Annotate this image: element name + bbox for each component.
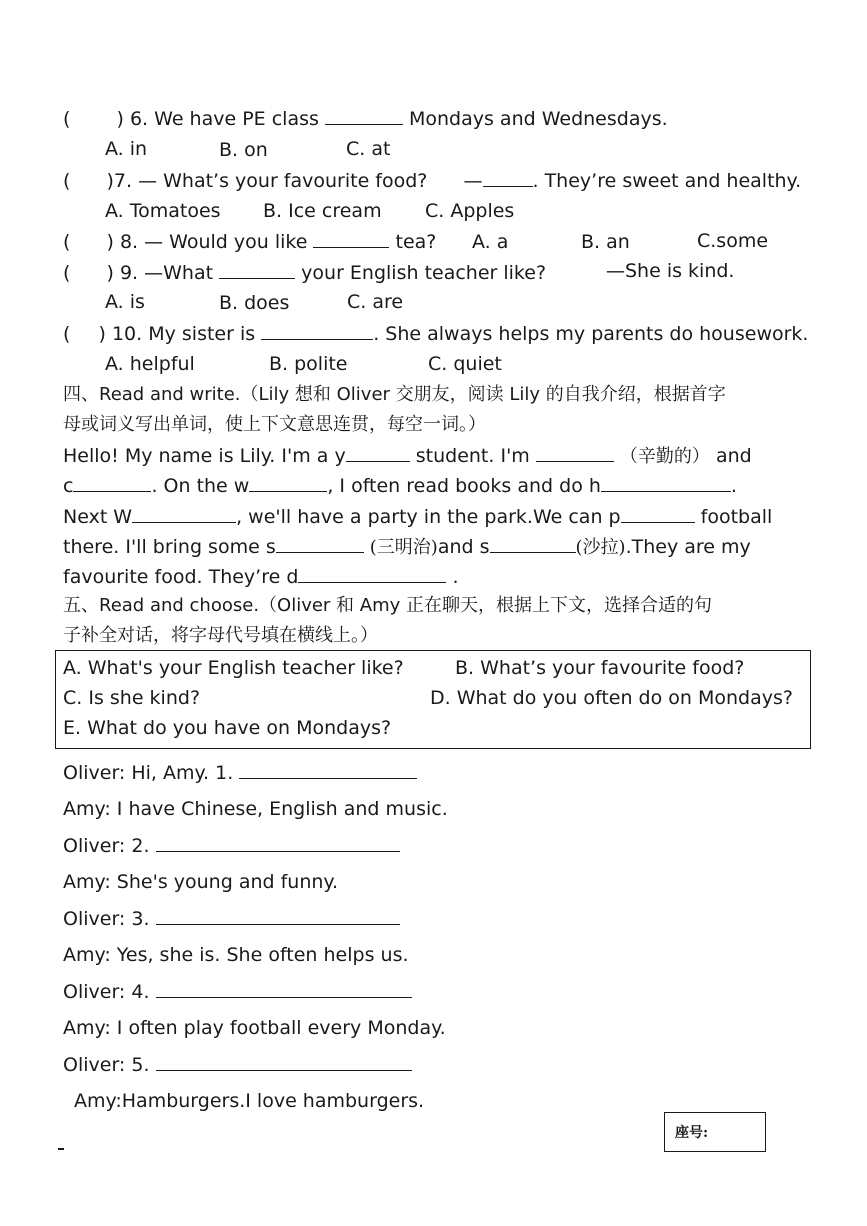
passage-text: student. I'm: [415, 445, 530, 467]
blank-sandwiches[interactable]: [276, 534, 364, 553]
q10-question: ) 10. My sister is: [98, 323, 256, 345]
dialogue-line-7: [63, 979, 412, 1004]
blank-w[interactable]: [249, 473, 327, 492]
q9-option-b: B. does: [219, 292, 290, 314]
q10-option-c: C. quiet: [428, 353, 502, 375]
q6-text-b: Mondays and Wednesdays.: [408, 108, 668, 130]
blank-p[interactable]: [621, 504, 695, 523]
dialogue-text: Oliver: Hi, Amy. 1.: [63, 762, 234, 784]
q8-question: ) 8. — Would you like: [106, 231, 308, 253]
hint-salad: (沙拉): [575, 537, 626, 558]
passage-text: . On the w: [151, 475, 250, 497]
q6-text-a: We have PE class: [154, 108, 319, 130]
q7-line: [63, 168, 801, 193]
q6-answer-slot[interactable]: [76, 107, 110, 125]
q9-answer-slot[interactable]: [76, 261, 100, 279]
passage-line-5: [63, 564, 459, 589]
section4-heading: 四、Read and write.（Lily 想和 Oliver 交朋友，阅读 Lily 的自我介绍，根据首字: [63, 384, 726, 405]
blank-salad[interactable]: [490, 534, 576, 553]
passage-text: , we'll have a party in the park.We can p: [236, 506, 621, 528]
choice-d: D. What do you often do on Mondays?: [430, 687, 793, 709]
q10-text-b: . She always helps my parents do housework.: [373, 323, 809, 345]
q7-question: )7. — What’s your favourite food?: [106, 170, 428, 192]
q8-line: [63, 229, 436, 254]
q6-option-b: B. on: [219, 139, 268, 161]
passage-text: c: [63, 475, 74, 497]
q9-option-a: A. is: [105, 291, 145, 313]
q9-text-b: your English teacher like?: [301, 262, 547, 284]
passage-text: , I often read books and do h: [327, 475, 601, 497]
blank-d[interactable]: [298, 564, 446, 583]
q9-paren-open: (: [63, 262, 71, 284]
dialogue-line-1: [63, 760, 417, 785]
q8-option-b: B. an: [581, 231, 630, 253]
q9-line: [63, 260, 546, 285]
dialogue-line-10: Amy:Hamburgers.I love hamburgers.: [74, 1090, 425, 1112]
q10-answer-slot[interactable]: [76, 322, 92, 340]
q8-blank[interactable]: [313, 229, 389, 248]
dialogue-line-3: [63, 833, 400, 858]
q6-line: [63, 106, 668, 131]
dialogue-blank-1[interactable]: [239, 760, 417, 779]
section4-instructions: 母或词义写出单词，使上下文意思连贯，每空一词。）: [63, 414, 486, 435]
dialogue-text: Oliver: 2.: [63, 835, 150, 857]
q10-blank[interactable]: [261, 321, 373, 340]
q10-option-b: B. polite: [269, 353, 348, 375]
section5-heading: 五、Read and choose.（Oliver 和 Amy 正在聊天，根据上下文，选择合适的句: [63, 595, 712, 616]
q8-option-a: A. a: [472, 231, 509, 253]
q7-option-b: B. Ice cream: [263, 200, 382, 222]
blank-h[interactable]: [601, 473, 731, 492]
passage-text: .: [730, 475, 737, 497]
choice-b: B. What’s your favourite food?: [455, 657, 745, 679]
dialogue-blank-4[interactable]: [156, 979, 412, 998]
dialogue-line-4: Amy: She's young and funny.: [63, 871, 338, 893]
passage-line-1: [63, 443, 752, 469]
q7-paren-open: (: [63, 170, 71, 192]
dialogue-text: Oliver: 4.: [63, 981, 150, 1003]
passage-text: favourite food. They’re d: [63, 566, 299, 588]
passage-line-3: [63, 504, 772, 529]
passage-text: and: [715, 445, 752, 467]
q8-option-c: C.some: [697, 230, 769, 252]
q10-line: [63, 321, 808, 346]
dialogue-line-5: [63, 906, 400, 931]
passage-text: Next W: [63, 506, 133, 528]
hint-sandwiches: (三明治): [369, 537, 438, 558]
q8-answer-slot[interactable]: [76, 230, 100, 248]
q10-paren-open: (: [63, 323, 71, 345]
q9-blank[interactable]: [219, 260, 295, 279]
dialogue-line-6: Amy: Yes, she is. She often helps us.: [63, 944, 409, 966]
q6-paren-open: (: [63, 108, 71, 130]
blank-W[interactable]: [132, 504, 236, 523]
passage-text: Hello! My name is Lily. I'm a y: [63, 445, 346, 467]
passage-text: there. I'll bring some s: [63, 536, 276, 558]
page-mark: [58, 1148, 64, 1150]
q8-paren-open: (: [63, 231, 71, 253]
dialogue-blank-2[interactable]: [156, 833, 400, 852]
q9-answer-text: —She is kind.: [606, 260, 735, 282]
blank-c[interactable]: [73, 473, 151, 492]
passage-line-4: [63, 534, 751, 560]
q7-dash: —: [463, 170, 483, 192]
dialogue-blank-3[interactable]: [156, 906, 400, 925]
dialogue-line-2: Amy: I have Chinese, English and music.: [63, 798, 448, 820]
passage-text: .They are my: [625, 536, 751, 558]
dialogue-text: Oliver: 5.: [63, 1054, 150, 1076]
blank-hardworking[interactable]: [536, 443, 614, 462]
section5-instructions: 子补全对话，将字母代号填在横线上。）: [63, 625, 378, 646]
passage-text: .: [452, 566, 459, 588]
q7-text-b: . They’re sweet and healthy.: [532, 170, 802, 192]
q9-option-c: C. are: [347, 291, 404, 313]
q7-option-a: A. Tomatoes: [105, 200, 221, 222]
dialogue-text: Oliver: 3.: [63, 908, 150, 930]
q6-number: ) 6.: [116, 108, 149, 130]
passage-text: football: [700, 506, 773, 528]
q7-option-c: C. Apples: [425, 200, 515, 222]
q8-text-b: tea?: [395, 231, 437, 253]
q6-option-c: C. at: [346, 138, 391, 160]
choice-c: C. Is she kind?: [63, 687, 201, 709]
seat-number-box[interactable]: [664, 1112, 766, 1152]
choice-a: A. What's your English teacher like?: [63, 657, 404, 679]
q6-option-a: A. in: [105, 138, 148, 160]
seat-number-label: 座号:: [675, 1125, 709, 1141]
hint-hardworking: （辛勤的）: [619, 446, 710, 467]
q6-blank[interactable]: [325, 106, 403, 125]
dialogue-line-9: [63, 1052, 412, 1077]
passage-line-2: [63, 473, 737, 498]
dialogue-line-8: Amy: I often play football every Monday.: [63, 1017, 446, 1039]
blank-y[interactable]: [346, 443, 410, 462]
q10-option-a: A. helpful: [105, 353, 195, 375]
choice-e: E. What do you have on Mondays?: [63, 717, 392, 739]
passage-text: and s: [437, 536, 490, 558]
q7-answer-slot[interactable]: [76, 169, 100, 187]
dialogue-blank-5[interactable]: [156, 1052, 412, 1071]
q7-blank[interactable]: [483, 168, 533, 187]
q9-question: ) 9. —What: [106, 262, 214, 284]
